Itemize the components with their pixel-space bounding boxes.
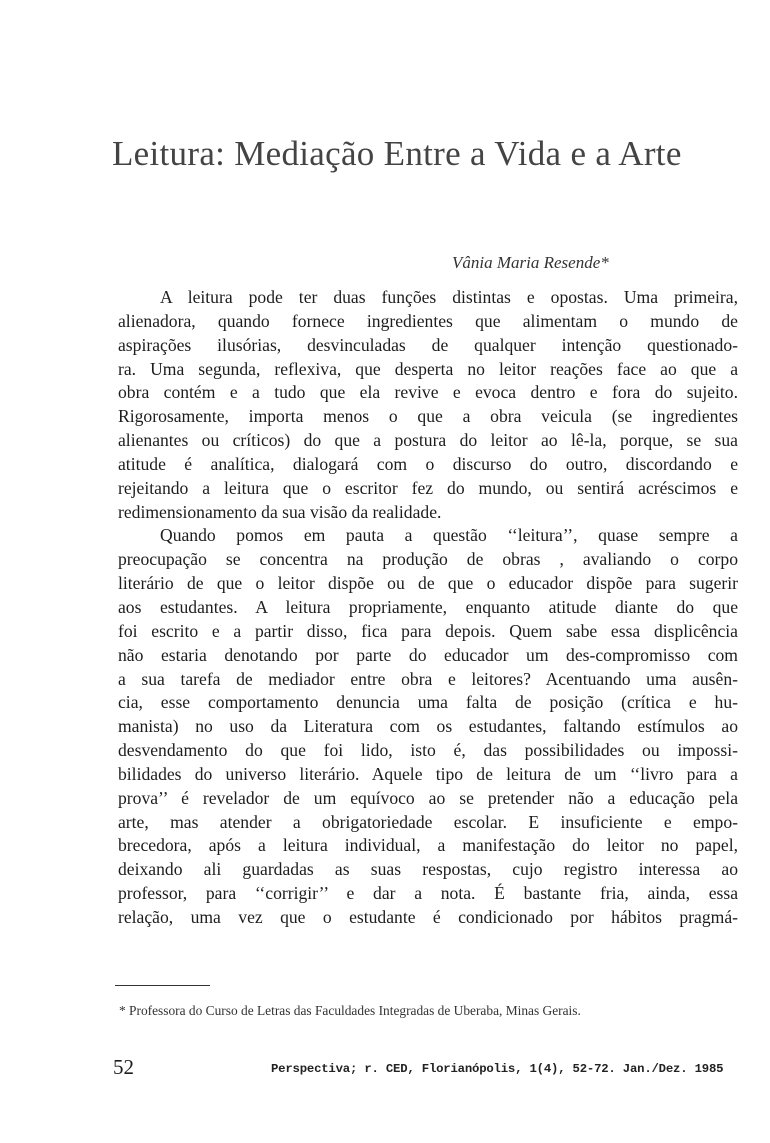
paragraph-line: atitude é analítica, dialogará com o discurso do outro, discordando e [118, 453, 738, 474]
paragraph-line: cia, esse comportamento denuncia uma falta de posição (crítica e hu- [118, 692, 738, 713]
paragraph-line: Rigorosamente, importa menos o que a obra veicula (se ingredientes [118, 406, 738, 427]
paragraph-line: alienantes ou críticos) do que a postura do leitor ao lê-la, porque, se sua [118, 430, 738, 451]
paragraph-line: A leitura pode ter duas funções distintas e opostas. Uma primeira, [160, 287, 738, 307]
paragraph-line: preocupação se concentra na produção de obras , avaliando o corpo [118, 549, 738, 570]
paragraph-line: desvendamento do que foi lido, isto é, das possibilidades ou impossi- [118, 740, 738, 761]
paragraph-line: aos estudantes. A leitura propriamente, enquanto atitude diante do que [118, 596, 738, 617]
paragraph-line: prova’’ é revelador de um equívoco ao se pretender não a educação pela [118, 787, 738, 808]
paragraph-line: ra. Uma segunda, reflexiva, que desperta no leitor reações face ao que a [118, 358, 738, 379]
paragraph-line: obra contém e a tudo que ela revive e evoca dentro e fora do sujeito. [118, 382, 738, 403]
page-number: 52 [113, 1055, 134, 1079]
paragraph-line: alienadora, quando fornece ingredientes que alimentam o mundo de [118, 310, 738, 331]
paragraph-line: manista) no uso da Literatura com os estudantes, faltando estímulos ao [118, 716, 738, 737]
journal-citation: Perspectiva; r. CED, Florianópolis, 1(4), 52-72. Jan./Dez. 1985 [271, 1062, 724, 1076]
paragraph-line: literário de que o leitor dispõe ou de que o educador dispõe para sugerir [118, 573, 738, 594]
paragraph-line: redimensionamento da sua visão da realidade. [118, 501, 442, 522]
paragraph-line: bilidades do universo literário. Aquele tipo de leitura de um ‘‘livro para a [118, 763, 738, 784]
paragraph-line: relação, uma vez que o estudante é condicionado por hábitos pragmá- [118, 906, 738, 927]
paragraph-line: brecedora, após a leitura individual, a manifestação do leitor no papel, [118, 835, 738, 856]
footnote: * Professora do Curso de Letras das Faculdades Integradas de Uberaba, Minas Gerais. [119, 1003, 581, 1018]
paragraph-line: professor, para ‘‘corrigir’’ e dar a nota. É bastante fria, ainda, essa [118, 883, 738, 904]
paragraph-line: foi escrito e a partir disso, fica para depois. Quem sabe essa displicência [118, 620, 738, 641]
paragraph-line: deixando ali guardadas as suas respostas, cujo registro interessa ao [118, 859, 738, 880]
footnote-divider [115, 985, 210, 986]
paragraph-line: Quando pomos em pauta a questão ‘‘leitura’’, quase sempre a [160, 525, 738, 546]
article-title: Leitura: Mediação Entre a Vida e a Arte [112, 134, 682, 173]
paragraph-line: aspirações ilusórias, desvinculadas de qualquer intenção questionado- [118, 334, 738, 355]
author-name: Vânia Maria Resende* [452, 253, 609, 272]
paragraph-line: a sua tarefa de mediador entre obra e leitores? Acentuando uma ausên- [118, 668, 738, 689]
paragraph-line: arte, mas atender a obrigatoriedade escolar. E insuficiente e empo- [118, 811, 738, 832]
article-body [118, 286, 738, 930]
paragraph-line: não estaria denotando por parte do educador um des-compromisso com [118, 644, 738, 665]
paragraph-line: rejeitando a leitura que o escritor fez do mundo, ou sentirá acréscimos e [118, 477, 738, 498]
